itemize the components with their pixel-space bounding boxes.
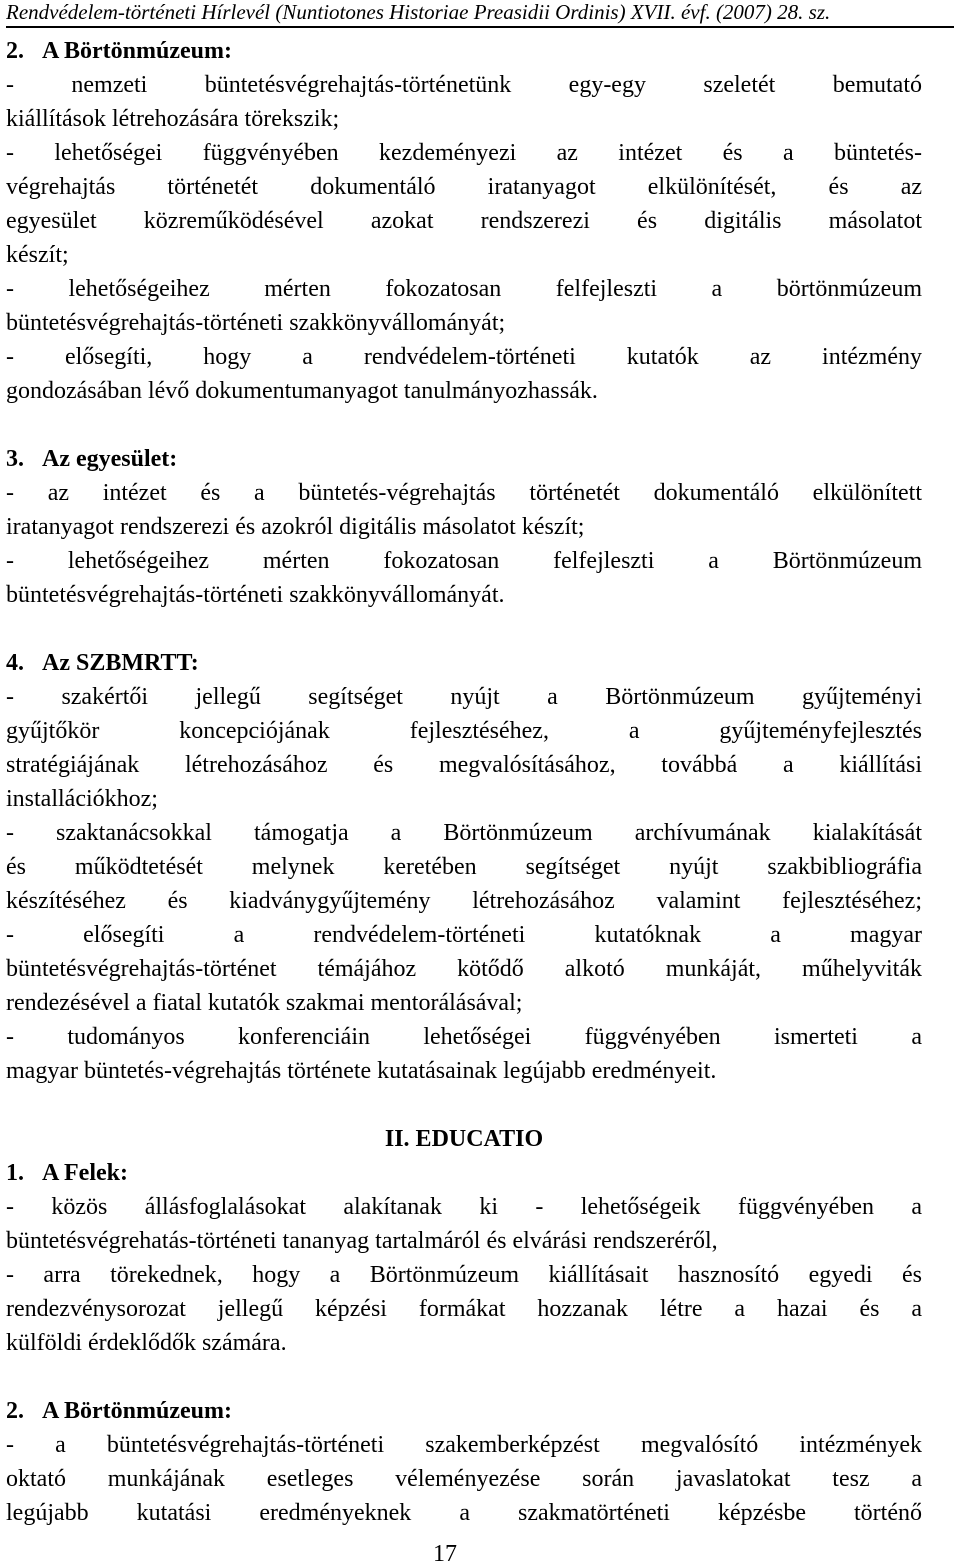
section-heading [6,646,922,680]
text-line: - közös állásfoglalásokat alakítanak ki - lehetőségeik függvényében a [6,1194,922,1220]
spacer [6,612,922,646]
section-number: 2. [6,38,24,64]
section-number: 3. [6,446,24,472]
text-line: végrehajtás történetét dokumentáló iratanyagot elkülönítését, és az [6,174,922,200]
text-line: - lehetőségei függvényében kezdeményezi az intézet és a büntetés- [6,140,922,166]
text-line: - lehetőségeihez mérten fokozatosan felfejleszti a Börtönmúzeum [6,548,922,574]
text-line: gondozásában lévő dokumentumanyagot tanulmányozhassák. [6,378,598,404]
spacer [6,408,922,442]
text-line: - az intézet és a büntetés-végrehajtás történetét dokumentáló elkülönített [6,480,922,506]
text-line: stratégiájának létrehozásához és megvalósításához, továbbá a kiállítási [6,752,922,778]
text-line: - arra törekednek, hogy a Börtönmúzeum kiállításait hasznosító egyedi és [6,1262,922,1288]
text-line: - elősegíti a rendvédelem-történeti kutatóknak a magyar [6,922,922,948]
text-line: külföldi érdeklődők számára. [6,1330,287,1356]
text-line: rendezésével a fiatal kutatók szakmai mentorálásával; [6,990,523,1016]
text-line: egyesület közreműködésével azokat rendszerezi és digitális másolatot [6,208,922,234]
text-line: rendezvénysorozat jellegű képzési formákat hozzanak létre a hazai és a [6,1296,922,1322]
text-line: installációkhoz; [6,786,158,812]
text-line: - elősegíti, hogy a rendvédelem-történeti kutatók az intézmény [6,344,922,370]
text-line: - lehetőségeihez mérten fokozatosan felfejleszti a börtönmúzeum [6,276,922,302]
text-line: - nemzeti büntetésvégrehajtás-történetünk egy-egy szeletét bemutató [6,72,922,98]
text-line: legújabb kutatási eredményeknek a szakmatörténeti képzésbe történő [6,1500,922,1526]
page-body [6,34,922,1530]
section-heading [6,442,922,476]
text-line: - tudományos konferenciáin lehetőségei függvényében ismerteti a [6,1024,922,1050]
section-title: A Börtönmúzeum: [42,1398,232,1424]
section-heading [6,1394,922,1428]
text-line: büntetésvégrehajtás-történet témájához kötődő alkotó munkáját, műhelyviták [6,956,922,982]
spacer [6,1088,922,1122]
running-header: Rendvédelem-történeti Hírlevél (Nuntiotones Historiae Preasidii Ordinis) XVII. évf. (2007) 28. sz. [6,0,954,28]
section-number: 4. [6,650,24,676]
section-heading [6,34,922,68]
part-title: II. EDUCATIO [384,1126,544,1152]
text-line: - a büntetésvégrehajtás-történeti szakemberképzést megvalósító intézmények [6,1432,922,1458]
section-heading [6,1156,922,1190]
page-number: 17 [433,1541,457,1567]
text-line: gyűjtőkör koncepciójának fejlesztéséhez, a gyűjteményfejlesztés [6,718,922,744]
spacer [6,1360,922,1394]
section-title: Az SZBMRTT: [42,650,199,676]
text-line: magyar büntetés-végrehajtás története kutatásainak legújabb eredményeit. [6,1058,717,1084]
text-line: büntetésvégrehajtás-történeti szakkönyvállományát. [6,582,505,608]
text-line: iratanyagot rendszerezi és azokról digitális másolatot készít; [6,514,585,540]
section-title: A Börtönmúzeum: [42,38,232,64]
section-title: Az egyesület: [42,446,178,472]
text-line: - szaktanácsokkal támogatja a Börtönmúzeum archívumának kialakítását [6,820,922,846]
section-number: 2. [6,1398,24,1424]
section-number: 1. [6,1160,24,1186]
text-line: készít; [6,242,69,268]
text-line: büntetésvégrehajtás-történeti szakkönyvállományát; [6,310,506,336]
text-line: - szakértői jellegű segítséget nyújt a Börtönmúzeum gyűjteményi [6,684,922,710]
section-title: A Felek: [42,1160,128,1186]
text-line: oktató munkájának esetleges véleményezése során javaslatokat tesz a [6,1466,922,1492]
text-line: kiállítások létrehozására törekszik; [6,106,340,132]
text-line: és működtetését melynek keretében segítséget nyújt szakbibliográfia [6,854,922,880]
text-line: büntetésvégrehatás-történeti tananyag tartalmáról és elvárási rendszeréről, [6,1228,718,1254]
text-line: készítéséhez és kiadványgyűjtemény létrehozásához valamint fejlesztéséhez; [6,888,922,914]
